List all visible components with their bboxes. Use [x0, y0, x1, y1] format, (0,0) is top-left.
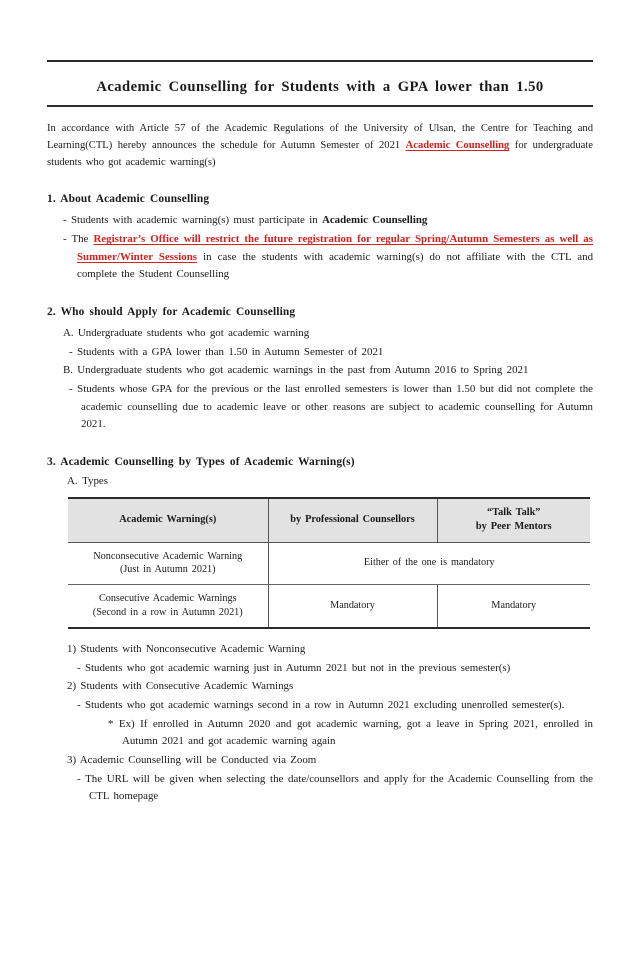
header-talk-talk: [437, 498, 590, 542]
row-2-warning-line1: Consecutive Academic Warnings: [98, 593, 237, 605]
row-1-warning-type: [68, 542, 268, 585]
row-1-warning-line1: Nonconsecutive Academic Warning: [93, 550, 243, 562]
title-underline-rule: [47, 105, 593, 107]
intro-paragraph: [47, 120, 593, 171]
section-2-item-b-sub: - Students whose GPA for the previous or the last enrolled semesters is lower than 1.50 but did not complete the academic counselling due to academic leave or other reasons are subject to academic counselling for Autumn 2021.: [69, 383, 593, 431]
row-2-professional-value: Mandatory: [268, 585, 437, 628]
document-page: [0, 60, 640, 806]
table-header-row: [68, 498, 590, 542]
intro-text-part2: for undergraduate students who got academic warning(s): [47, 140, 593, 169]
table-row: [68, 585, 590, 628]
section-counselling-types: [47, 456, 593, 806]
row-2-warning-type: [68, 585, 268, 628]
types-label: A. Types: [67, 475, 108, 487]
row-1-merged-cell: Either of the one is mandatory: [268, 542, 590, 585]
section-2-item-a: A. Undergraduate students who got academic warning: [63, 327, 310, 340]
types-list: [47, 641, 593, 806]
row-1-warning-line2: (Just in Autumn 2021): [119, 564, 216, 576]
list-item-2-example: * Ex) If enrolled in Autumn 2020 and got academic warning, got a leave in Spring 2021, enrolled in Autumn 2021 and got academic warning again: [108, 717, 593, 748]
list-item-3: 3) Academic Counselling will be Conducted via Zoom: [67, 753, 317, 766]
intro-highlight: Academic Counselling: [405, 140, 510, 152]
list-item-1-sub: - Students who got academic warning just in Autumn 2021 but not in the previous semester(s): [77, 661, 511, 674]
section-who-should-apply: [47, 306, 593, 434]
section-1-item-2: [47, 231, 593, 284]
header-professional-counsellors: by Professional Counsellors: [268, 498, 437, 542]
types-table: [68, 497, 590, 629]
section-2-heading: 2. Who should Apply for Academic Counselling: [47, 306, 296, 319]
section-1-item-1: [47, 212, 593, 230]
section-2-item-a-sub: - Students with a GPA lower than 1.50 in Autumn Semester of 2021: [69, 345, 384, 358]
header-academic-warning: Academic Warning(s): [68, 498, 268, 542]
section-1-heading: 1. About Academic Counselling: [47, 193, 210, 206]
header-talk-talk-line1: “Talk Talk”: [487, 507, 541, 519]
list-item-3-sub: - The URL will be given when selecting the date/counsellors and apply for the Academic Counselling from the CTL homepage: [77, 772, 593, 803]
item-2-suffix: in case the students with academic warning(s) do not affiliate with the CTL and complete the Student Counselling: [77, 250, 594, 281]
list-item-1: 1) Students with Nonconsecutive Academic Warning: [67, 643, 306, 655]
row-2-peer-value: Mandatory: [437, 585, 590, 628]
item-2-highlight: Registrar’s Office will restrict the future registration for regular Spring/Autumn Semesters as well as Summer/Winter Sessions: [77, 233, 593, 263]
section-2-item-b: B. Undergraduate students who got academic warnings in the past from Autumn 2016 to Spring 2021: [63, 364, 529, 377]
list-item-2-sub: - Students who got academic warnings second in a row in Autumn 2021 excluding unenrolled semester(s).: [77, 698, 565, 711]
page-title: Academic Counselling for Students with a GPA lower than 1.50: [96, 79, 544, 95]
item-1-bold: Academic Counselling: [321, 214, 428, 227]
section-3-heading: 3. Academic Counselling by Types of Academic Warning(s): [47, 456, 355, 468]
table-row: [68, 542, 590, 585]
top-rule: [47, 60, 593, 62]
section-about: [47, 193, 593, 284]
list-item-2: 2) Students with Consecutive Academic Warnings: [67, 680, 294, 693]
item-1-text: - Students with academic warning(s) must participate in: [63, 214, 322, 227]
row-2-warning-line2: (Second in a row in Autumn 2021): [92, 607, 243, 619]
header-talk-talk-line2: by Peer Mentors: [475, 521, 552, 533]
item-2-prefix: - The: [63, 233, 94, 246]
intro-text-part1: In accordance with Article 57 of the Academic Regulations of the University of Ulsan, the Centre for Teaching and Learning(CTL) hereby announces the schedule for Autumn Semester of 2021: [47, 122, 593, 152]
